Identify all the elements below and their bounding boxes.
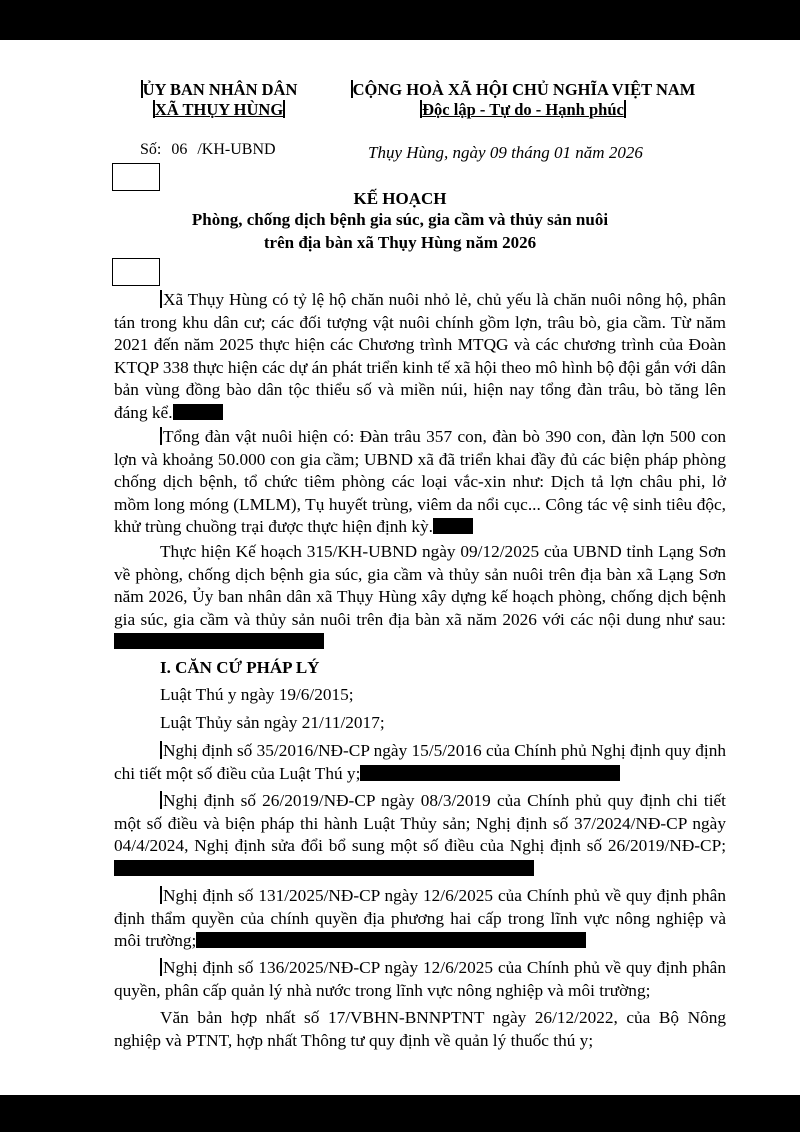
paragraph-1: Xã Thụy Hùng có tỷ lệ hộ chăn nuôi nhỏ lẻ, chủ yếu là chăn nuôi nông hộ, phân tán trong khu dân cư; các đối tượng vật nuôi chính gồm lợn, trâu bò, gia cầm. Từ năm 2021 đến năm 2025 thực hiện các Chương trình MTQG và các chương trình của Đoàn KTQP 338 thực hiện các dự án phát triển kinh tế xã hội theo mô hình bộ đội gắn với dân bản vùng đồng bào dân tộc thiểu số và miền núi, hiện nay tổng đàn trâu, bò tăng lên đáng kể. xyxy=(114,290,726,422)
legal-basis-item: Luật Thủy sản ngày 21/11/2017; xyxy=(160,713,385,732)
doc-no-suffix: /KH-UBND xyxy=(197,141,276,158)
doc-no-prefix: Số: xyxy=(140,141,162,158)
blank-box-2 xyxy=(112,258,160,286)
legal-basis-item: Luật Thú y ngày 19/6/2015; xyxy=(160,685,354,704)
nation-line1: CỘNG HOÀ XÃ HỘI CHỦ NGHĨA VIỆT NAM xyxy=(352,80,696,99)
legal-basis-item: Nghị định số 136/2025/NĐ-CP ngày 12/6/2025 của Chính phủ về quy định phân quyền, phân cấp quản lý nhà nước trong lĩnh vực nông nghiệp và môi trường; xyxy=(114,958,726,1000)
paragraph-2: Tổng đàn vật nuôi hiện có: Đàn trâu 357 con, đàn bò 390 con, đàn lợn 500 con lợn và khoảng 50.000 con gia cầm; UBND xã đã triển khai đầy đủ các biện pháp phòng chống dịch bệnh, tổ chức tiêm phòng các loại vắc-xin như: Dịch tả lợn châu phi, lở mồm long móng (LMLM), Tụ huyết trùng, viêm da nổi cục... Công tác vệ sinh tiêu độc, khử trùng chuồng trại được thực hiện định kỳ. xyxy=(114,427,726,536)
document-subtitle-1: Phòng, chống dịch bệnh gia súc, gia cầm và thủy sản nuôi xyxy=(191,210,609,229)
agency-header xyxy=(134,80,304,120)
nation-motto: Độc lập - Tự do - Hạnh phúc xyxy=(422,100,624,119)
nation-header xyxy=(333,80,713,120)
section-1-heading: I. CĂN CỨ PHÁP LÝ xyxy=(160,658,320,677)
legal-basis-item: Nghị định số 35/2016/NĐ-CP ngày 15/5/2016 của Chính phủ Nghị định quy định chi tiết một số điều của Luật Thú y; xyxy=(114,741,726,783)
legal-basis-item: Nghị định số 26/2019/NĐ-CP ngày 08/3/2019 của Chính phủ quy định chi tiết một số điều và biện pháp thi hành Luật Thủy sản; Nghị định số 37/2024/NĐ-CP ngày 04/4/2024, Nghị định sửa đổi bổ sung một số điều của Nghị định số 26/2019/NĐ-CP; xyxy=(114,790,726,880)
doc-no-number: 06 xyxy=(171,141,188,158)
document-title: KẾ HOẠCH xyxy=(353,189,447,208)
legal-basis-item: Văn bản hợp nhất số 17/VBHN-BNNPTNT ngày 26/12/2022, của Bộ Nông nghiệp và PTNT, hợp nhất Thông tư quy định về quản lý thuốc thú y; xyxy=(114,1008,726,1050)
scan-border-top xyxy=(0,0,800,40)
paragraph-3: Thực hiện Kế hoạch 315/KH-UBND ngày 09/12/2025 của UBND tỉnh Lạng Sơn về phòng, chống dịch bệnh gia súc, gia cầm và thủy sản nuôi trên địa bàn xã Lạng Sơn năm 2026, Ủy ban nhân dân xã Thụy Hùng xây dựng kế hoạch phòng, chống dịch bệnh gia súc, gia cầm và thủy sản nuôi trên địa bàn xã năm 2026 với các nội dung như sau: xyxy=(114,541,726,654)
agency-line2: XÃ THỤY HÙNG xyxy=(154,100,284,119)
scan-border-bottom xyxy=(0,1095,800,1132)
document-number xyxy=(140,141,276,159)
agency-line1: ỦY BAN NHÂN DÂN xyxy=(142,80,298,99)
date-line: Thụy Hùng, ngày 09 tháng 01 năm 2026 xyxy=(368,143,643,162)
legal-basis-item: Nghị định số 131/2025/NĐ-CP ngày 12/6/2025 của Chính phủ về quy định phân định thẩm quyền của chính quyền địa phương hai cấp trong lĩnh vực nông nghiệp và môi trường; xyxy=(114,886,726,950)
document-subtitle-2: trên địa bàn xã Thụy Hùng năm 2026 xyxy=(263,233,537,252)
